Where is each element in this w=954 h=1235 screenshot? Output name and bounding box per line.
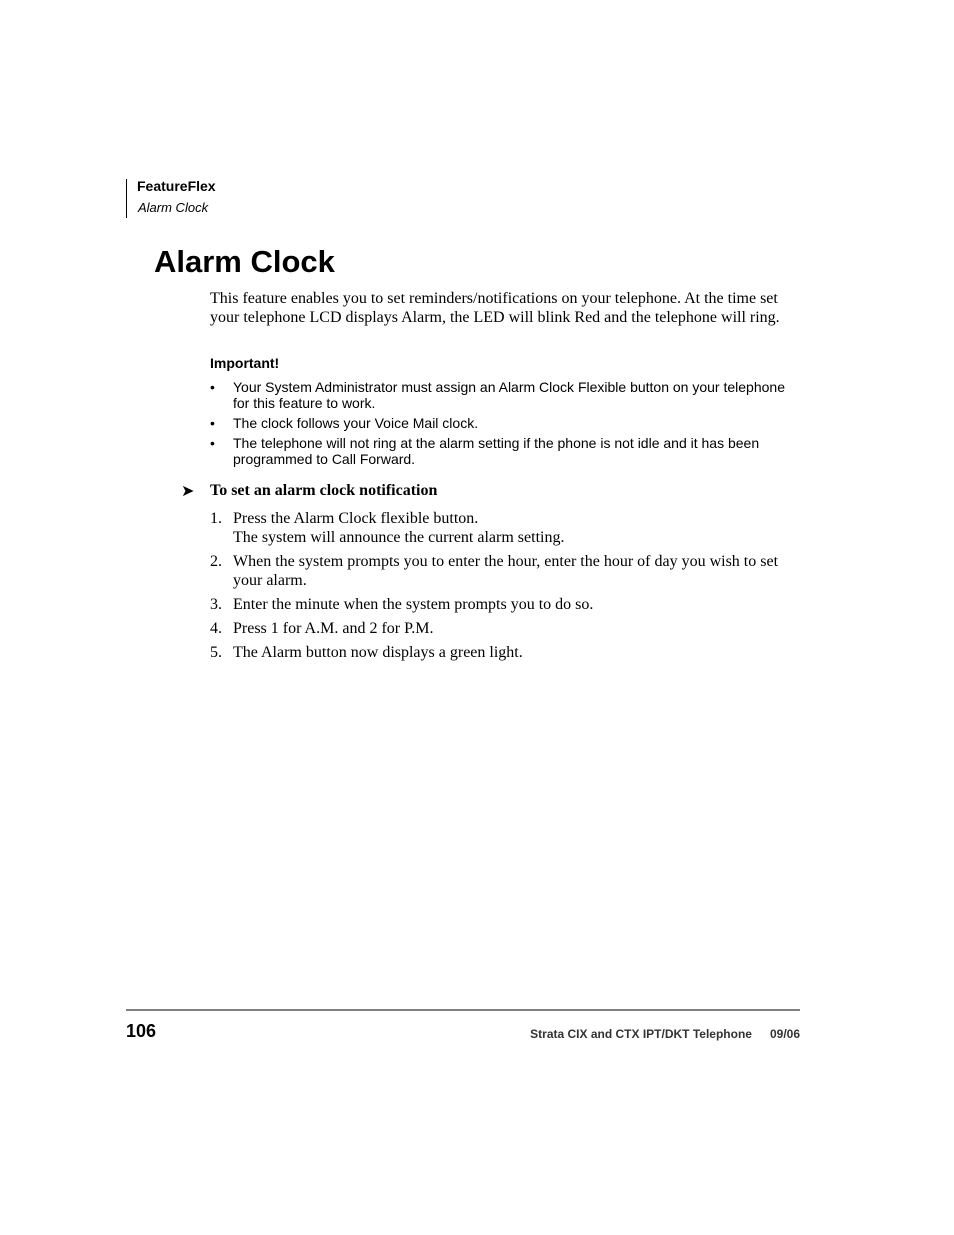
step-item bbox=[210, 619, 800, 638]
list-item-text: Your System Administrator must assign an Alarm Clock Flexible button on your telephone for this feature to work. bbox=[233, 379, 785, 411]
important-label: Important! bbox=[210, 355, 280, 371]
procedure-steps bbox=[210, 509, 800, 667]
arrow-icon: ➤ bbox=[181, 483, 195, 500]
step-number: 4. bbox=[210, 620, 222, 637]
list-item-text: The clock follows your Voice Mail clock. bbox=[233, 415, 479, 431]
header-rule bbox=[126, 179, 127, 218]
page-title: Alarm Clock bbox=[154, 244, 335, 279]
step-item bbox=[210, 595, 800, 614]
list-item bbox=[210, 435, 800, 467]
running-header-subsection: Alarm Clock bbox=[138, 200, 209, 215]
step-text: When the system prompts you to enter the hour, enter the hour of day you wish to set your alarm. bbox=[233, 553, 779, 589]
step-number: 2. bbox=[210, 553, 222, 570]
bullet-icon: • bbox=[210, 379, 215, 395]
step-number: 5. bbox=[210, 644, 222, 661]
page-number: 106 bbox=[126, 1021, 157, 1041]
important-list bbox=[210, 379, 800, 471]
footer-rule bbox=[126, 1009, 800, 1011]
footer-date: 09/06 bbox=[769, 1027, 800, 1041]
list-item bbox=[210, 415, 800, 431]
intro-paragraph: This feature enables you to set reminders/notifications on your telephone. At the time set your telephone LCD displays Alarm, the LED will blink Red and the telephone will ring. bbox=[210, 290, 780, 326]
step-text: The Alarm button now displays a green light. bbox=[233, 644, 523, 661]
bullet-icon: • bbox=[210, 415, 215, 431]
step-text: Press the Alarm Clock flexible button. bbox=[233, 510, 479, 527]
step-item bbox=[210, 643, 800, 662]
footer-doc-info bbox=[530, 1027, 800, 1041]
list-item-text: The telephone will not ring at the alarm setting if the phone is not idle and it has been programmed to Call Forward. bbox=[233, 435, 760, 467]
step-item bbox=[210, 552, 800, 590]
step-text: Enter the minute when the system prompts you to do so. bbox=[233, 596, 594, 613]
step-number: 1. bbox=[210, 510, 222, 527]
step-text: Press 1 for A.M. and 2 for P.M. bbox=[233, 620, 434, 637]
step-item bbox=[210, 509, 800, 547]
footer-doc-title: Strata CIX and CTX IPT/DKT Telephone bbox=[530, 1027, 752, 1041]
procedure-title: To set an alarm clock notification bbox=[210, 482, 438, 499]
list-item bbox=[210, 379, 800, 411]
step-number: 3. bbox=[210, 596, 222, 613]
running-header-section: FeatureFlex bbox=[137, 178, 216, 194]
step-result: The system will announce the current alarm setting. bbox=[233, 529, 565, 546]
bullet-icon: • bbox=[210, 435, 215, 451]
